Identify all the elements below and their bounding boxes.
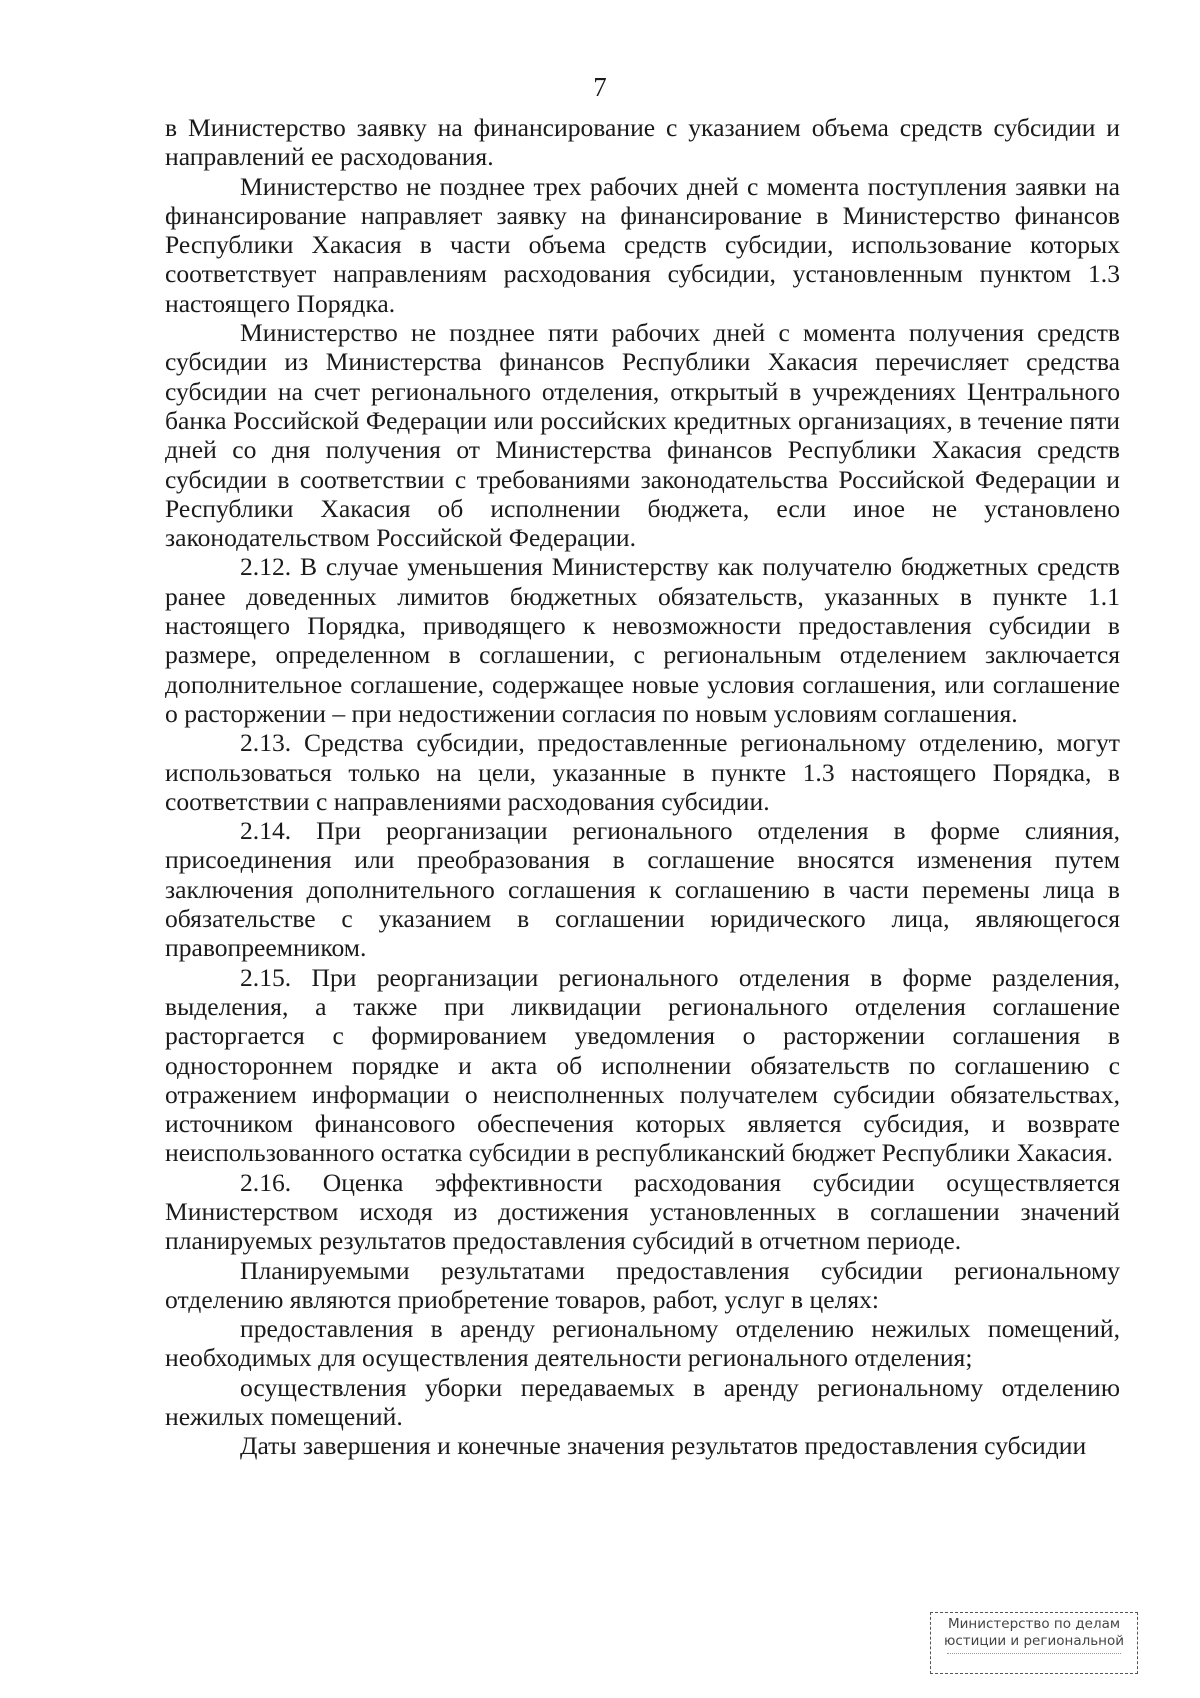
paragraph-rent-purpose: предоставления в аренду региональному отделению нежилых помещений, необходимых для осуществления деятельности регионального отделения; (165, 1314, 1120, 1373)
paragraph-completion-dates: Даты завершения и конечные значения результатов предоставления субсидии (240, 1431, 1087, 1461)
paragraph-planned-results: Планируемыми результатами предоставления субсидии региональному отделению являются приобретение товаров, работ, услуг в целях: (165, 1255, 1120, 1314)
stamp-illegible-line (947, 1653, 1121, 1666)
paragraph-2-12: 2.12. В случае уменьшения Министерству как получателю бюджетных средств ранее доведенных лимитов бюджетных обязательств, указанных в пункте 1.1 настоящего Порядка, приводящего к невозможности предоставления субсидии в размере, определенном в соглашении, с региональным отделением заключается дополнительное соглашение, содержащее новые условия соглашения, или соглашение о расторжении – при недостижении согласия по новым условиям соглашения. (165, 552, 1120, 728)
stamp-line-1: Министерство по делам (947, 1616, 1121, 1632)
paragraph-cleaning-purpose: осуществления уборки передаваемых в аренду региональному отделению нежилых помещений. (165, 1372, 1120, 1432)
paragraph-3: Министерство не позднее пяти рабочих дней с момента получения средств субсидии из Министерства финансов Республики Хакасия перечисляет средства субсидии на счет регионального отделения, открытый в учреждениях Центрального банка Российской Федерации или российских кредитных организациях, в течение пяти дней со дня получения от Министерства финансов Республики Хакасия средств субсидии в соответствии с требованиями законодательства Российской Федерации и Республики Хакасия об исполнении бюджета, если иное не установлено законодательством Российской Федерации. (165, 318, 1120, 553)
document-body (165, 113, 1120, 1461)
paragraph-2-14: 2.14. При реорганизации регионального отделения в форме слияния, присоединения или преобразования в соглашение вносятся изменения путем заключения дополнительного соглашения к соглашению в части перемены лица в обязательстве с указанием в соглашении юридического лица, являющегося правопреемником. (165, 816, 1120, 963)
paragraph-2: Министерство не позднее трех рабочих дней с момента поступления заявки на финансирование направляет заявку на финансирование в Министерство финансов Республики Хакасия в части объема средств субсидии, использование которых соответствует направлениям расходования субсидии, установленным пунктом 1.3 настоящего Порядка. (165, 171, 1120, 318)
paragraph-2-16: 2.16. Оценка эффективности расходования субсидии осуществляется Министерством исходя из достижения установленных в соглашении значений планируемых результатов предоставления субсидий в отчетном периоде. (165, 1167, 1120, 1256)
stamp-line-2: юстиции и региональной (943, 1633, 1125, 1649)
paragraph-1: в Министерство заявку на финансирование с указанием объема средств субсидии и направлений ее расходования. (165, 113, 1120, 172)
paragraph-2-15: 2.15. При реорганизации регионального отделения в форме разделения, выделения, а также при ликвидации регионального отделения соглашение расторгается с формированием уведомления о расторжении соглашения в одностороннем порядке и акта об исполнении обязательств по соглашению с отражением информации о неисполненных получателем субсидии обязательствах, источником финансового обеспечения которых является субсидия, и возврате неиспользованного остатка субсидии в республиканский бюджет Республики Хакасия. (165, 962, 1120, 1168)
paragraph-2-13: 2.13. Средства субсидии, предоставленные региональному отделению, могут использоваться только на цели, указанные в пункте 1.3 настоящего Порядка, в соответствии с направлениями расходования субсидии. (165, 728, 1120, 816)
page-number: 7 (593, 72, 607, 102)
registration-stamp (930, 1612, 1138, 1674)
